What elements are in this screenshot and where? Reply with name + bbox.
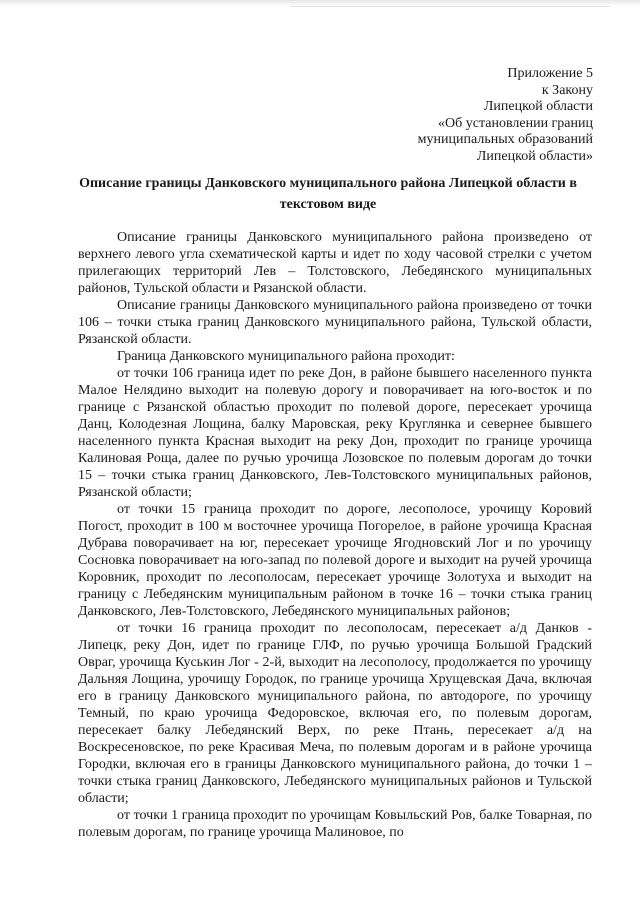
paragraph: от точки 1 граница проходит по урочищам Ковыльский Ров, балке Товарная, по полевым дорогам, по границе урочища Малиновое, по [78,808,592,840]
paragraph: от точки 106 граница идет по реке Дон, в районе бывшего населенного пункта Малое Нелядино выходит на полевую дорогу и поворачивает на юго-восток и по границе с Рязанской областью проходит по полевой дороге, пересекает урочища Данц, Колодезная Лощина, балку Маровская, реку Круглянка и севернее бывшего населенного пункта Красная выходит на реку Дон, проходит по границе урочища Калиновая Роща, далее по ручью урочища Лозовское по полевым дорогам до точки 15 – точки стыка границ Данковского, Лев-Толстовского муниципальных районов, Рязанской области; [78,366,592,500]
annex-line: муниципальных образований [417,132,593,147]
paragraph: Описание границы Данковского муниципального района произведено от верхнего левого угла схематической карты и идет по ходу часовой стрелки с учетом прилегающих территорий Лев – Толстовского, Лебедянского муниципальных районов, Тульской области и Рязанской области. [78,230,592,296]
scan-line [290,6,610,7]
annex-line: Липецкой области» [476,148,593,164]
annex-line: Липецкой области [483,99,593,114]
paragraph: от точки 16 граница проходит по лесополосам, пересекает а/д Данков - Липецк, реку Дон, идет по границе ГЛФ, по ручью урочища Большой Градский Овраг, урочища Куськин Лог - 2-й, выходит на лесополосу, продолжается по урочищу Дальняя Лощина, урочищу Городок, по границе урочища Хрущевская Дача, включая его в границу Данковского муниципального района, по автодороге, по урочищу Темный, по краю урочища Федоровское, включая его, по полевым дорогам, пересекает балку Лебедянский Верх, по реке Птань, пересекает а/д на Воскресеновское, по реке Красивая Меча, по полевым дорогам и в районе урочища Городки, включая его в границы Данковского муниципального района, до точки 1 – точки стыка границ Данковского, Лебедянского муниципальных районов и Тульской области; [78,621,592,806]
annex-line: к Закону [541,82,593,98]
document-body [78,229,592,841]
paragraph: Описание границы Данковского муниципального района произведено от точки 106 – точки стыка границ Данковского муниципального района, Тульской области, Рязанской области. [78,298,592,347]
annex-line: Приложение 5 [507,66,593,81]
document-title: Описание границы Данковского муниципального района Липецкой области в текстовом виде [79,176,577,212]
paragraph: Граница Данковского муниципального района проходит: [117,349,455,364]
paragraph: от точки 15 граница проходит по дороге, лесополосе, урочищу Коровий Погост, проходит в 100 м восточнее урочища Погорелое, в районе урочища Красная Дубрава поворачивает на юг, пересекает урочище Ягодновский Лог и по урочищу Сосновка поворачивает на юго-запад по полевой дороге и выходит на ручей урочища Коровник, проходит по лесополосам, пересекает урочище Золотуха и выходит на границу с Лебедянским муниципальным районом в точке 16 – точки стыка границ Данковского, Лев-Толстовского, Лебедянского муниципальных районов; [78,502,592,619]
annex-line: «Об установлении границ [438,115,593,131]
annex-header [380,66,593,165]
